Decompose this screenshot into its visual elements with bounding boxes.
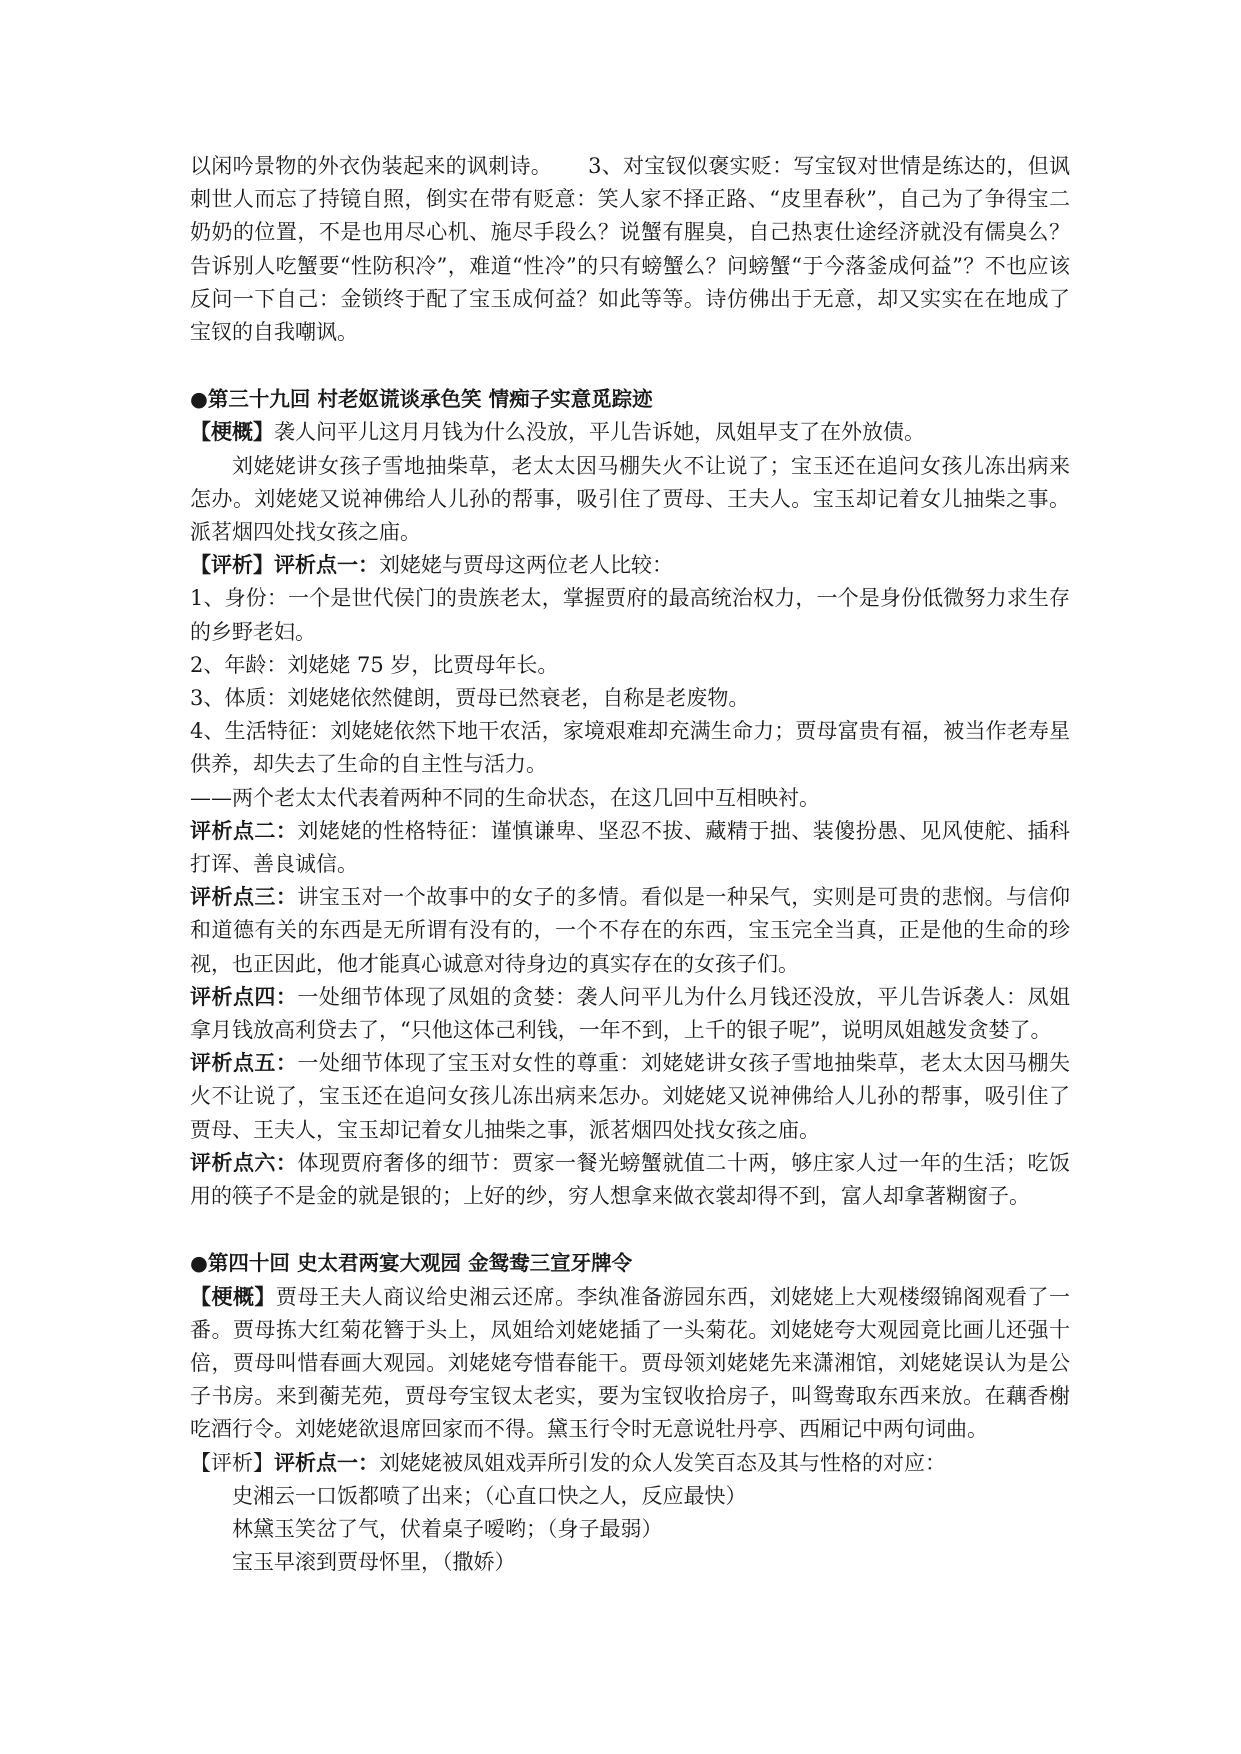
intro-paragraph bbox=[190, 150, 1070, 349]
list-item: 1、身份：一个是世代侯门的贵族老太，掌握贾府的最高统治权力，一个是身份低微努力求生存的乡野老妇。 bbox=[190, 586, 1070, 644]
document-body bbox=[190, 150, 1070, 1579]
chapter-40-summary: 【梗概】贾母王夫人商议给史湘云还席。李纨准备游园东西，刘姥姥上大观楼缀锦阁观看了一番。贾母拣大红菊花簪于头上，凤姐给刘姥姥插了一头菊花。刘姥姥夸大观园竟比画儿还强十倍，贾母叫惜春画大观园。刘姥姥夸惜春能干。贾母领刘姥姥先来潇湘馆，刘姥姥误认为是公子书房。来到蘅芜苑，贾母夸宝钗太老实，要为宝钗收拾房子，叫鸳鸯取东西来放。在藕香榭吃酒行令。刘姥姥欲退席回家而不得。黛玉行令时无意说牡丹亭、西厢记中两句词曲。 bbox=[190, 1284, 1071, 1442]
analysis-point-2: 评析点二：刘姥姥的性格特征：谨慎谦卑、坚忍不拔、藏精于拙、装傻扮愚、见风使舵、插科打诨、善良诚信。 bbox=[190, 818, 1070, 877]
summary-label: 【梗概】 bbox=[190, 420, 274, 445]
list-item: 林黛玉笑岔了气，伏着桌子嗳哟；（身子最弱） bbox=[232, 1516, 663, 1541]
analysis-point-6: 评析点六：体现贾府奢侈的细节：贾家一餐光螃蟹就值二十两，够庄家人过一年的生活；吃饭用的筷子不是金的就是银的；上好的纱，穷人想拿来做衣裳却得不到，富人却拿著糊窗子。 bbox=[190, 1150, 1070, 1209]
list-item: 宝玉早滚到贾母怀里，（撒娇） bbox=[232, 1550, 516, 1575]
list-item: ——两个老太太代表着两种不同的生命状态，在这几回中互相映衬。 bbox=[190, 785, 820, 810]
list-item: 4、生活特征：刘姥姥依然下地干农活，家境艰难却充满生命力；贾母富贵有福，被当作老寿星供养，却失去了生命的自主性与活力。 bbox=[190, 719, 1070, 777]
chapter-39-analysis: 【评析】评析点一：刘姥姥与贾母这两位老人比较： bbox=[190, 553, 673, 578]
list-item: 2、年龄：刘姥姥 75 岁，比贾母年长。 bbox=[190, 652, 559, 677]
summary-label: 【梗概】 bbox=[190, 1284, 276, 1309]
analysis-point-4: 评析点四：一处细节体现了凤姐的贪婪：袭人问平儿为什么月钱还没放，平儿告诉袭人：凤姐拿月钱放高利贷去了，“只他这体己利钱，一年不到，上千的银子呢”，说明凤姐越发贪婪了。 bbox=[190, 984, 1070, 1043]
analysis-point-3: 评析点三：讲宝玉对一个故事中的女子的多情。看似是一种呆气，实则是可贵的悲悯。与信仰和道德有关的东西是无所谓有没有的，一个不存在的东西，宝玉完全当真，正是他的生命的珍视，也正因此，他才能真心诚意对待身边的真实存在的女孩子们。 bbox=[190, 885, 1070, 976]
chapter-39-summary-cont: 刘姥姥讲女孩子雪地抽柴草，老太太因马棚失火不让说了；宝玉还在追问女孩儿冻出病来怎办。刘姥姥又说神佛给人儿孙的帮事，吸引住了贾母、王夫人。宝玉却记着女儿抽柴之事。派茗烟四处找女孩之庙。 bbox=[190, 453, 1070, 545]
analysis-label: 【评析】评析点一： bbox=[190, 553, 379, 578]
chapter-39-summary: 【梗概】袭人问平儿这月月钱为什么没放，平儿告诉她，凤姐早支了在外放债。 bbox=[190, 420, 925, 445]
list-item: 史湘云一口饭都喷了出来；（心直口快之人，反应最快） bbox=[232, 1483, 747, 1508]
list-item: 3、体质：刘姥姥依然健朗，贾母已然衰老，自称是老废物。 bbox=[190, 686, 750, 711]
intro-point-3: 3、对宝钗似褒实贬：写宝钗对世情是练达的，但讽刺世人而忘了持镜自照，倒实在带有贬意：笑人家不择正路、“皮里春秋”，自己为了争得宝二奶奶的位置，不是也用尽心机、施尽手段么？说蟹有腥臭，自己热衷仕途经济就没有儒臭么？告诉别人吃蟹要“性防积冷”，难道“性冷”的只有螃蟹么？问螃蟹“于今落釜成何益”？不也应该反问一下自己：金锁终于配了宝玉成何益？如此等等。诗仿佛出于无意，却又实实在在地成了宝钗的自我嘲讽。 bbox=[190, 154, 1071, 345]
chapter-40-analysis: 【评析】评析点一：刘姥姥被凤姐戏弄所引发的众人发笑百态及其与性格的对应： bbox=[190, 1450, 946, 1475]
analysis-point-5: 评析点五：一处细节体现了宝玉对女性的尊重：刘姥姥讲女孩子雪地抽柴草，老太太因马棚失火不让说了，宝玉还在追问女孩儿冻出病来怎办。刘姥姥又说神佛给人儿孙的帮事，吸引住了贾母、王夫人，宝玉却记着女儿抽柴之事，派茗烟四处找女孩之庙。 bbox=[190, 1051, 1070, 1142]
intro-sentence: 以闲吟景物的外衣伪装起来的讽刺诗。 bbox=[190, 154, 553, 178]
chapter-40-title: ●第四十回 史太君两宴大观园 金鸳鸯三宣牙牌令 bbox=[190, 1251, 633, 1276]
analysis-label: 【评析】 bbox=[190, 1450, 274, 1475]
chapter-39-title: ●第三十九回 村老妪谎谈承色笑 情痴子实意觅踪迹 bbox=[190, 387, 653, 412]
